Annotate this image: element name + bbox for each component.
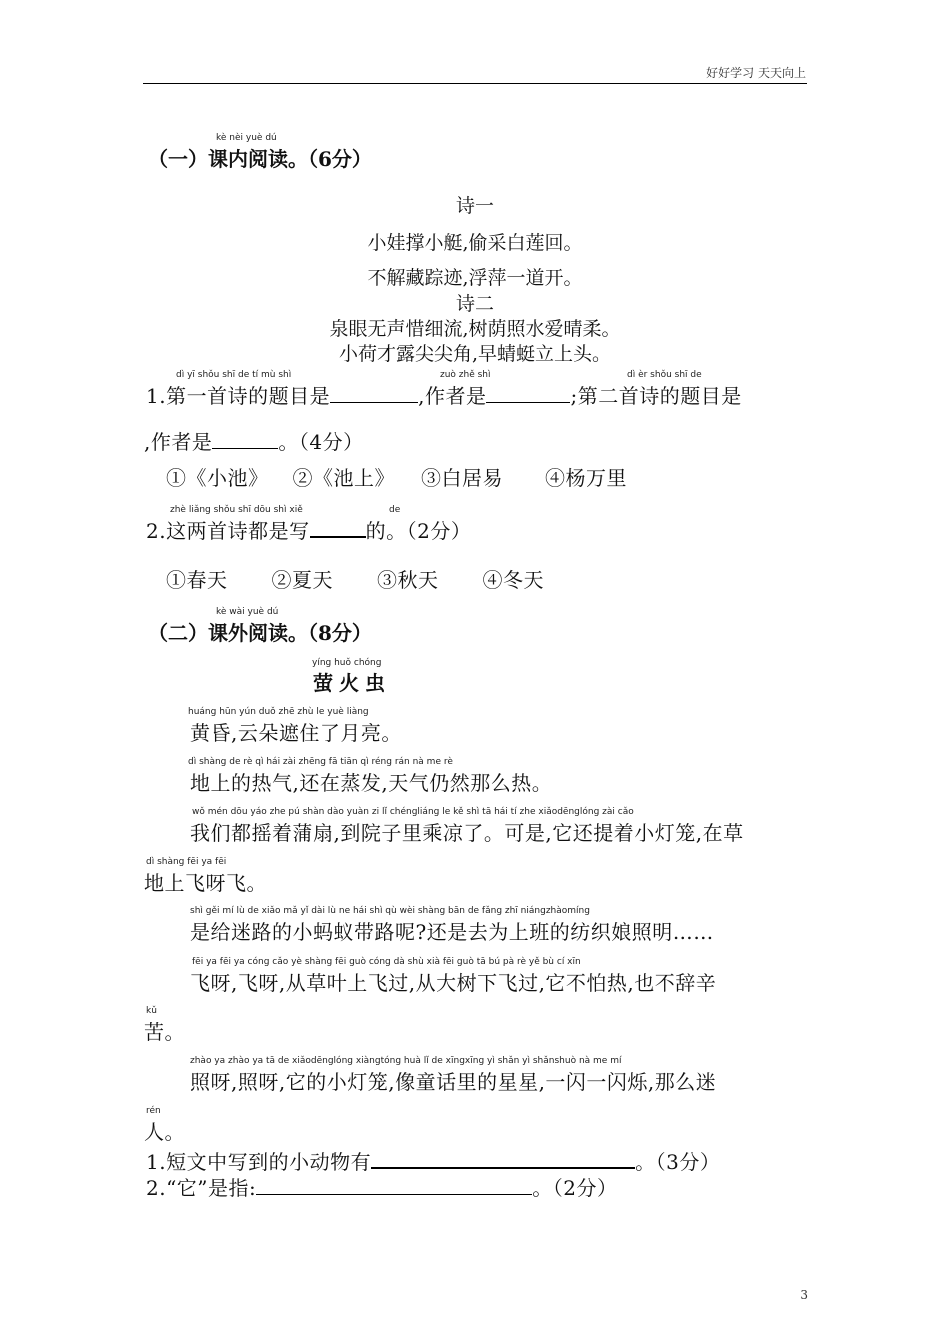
s2q2-part2: 。（2分） (532, 1176, 618, 1200)
q2-options (166, 564, 544, 593)
paragraph-line: 黄昏,云朵遮住了月亮。 (190, 721, 402, 745)
paragraph-line: 是给迷路的小蚂蚁带路呢?还是去为上班的纺织娘照明…… (190, 920, 714, 944)
poem2-line2: 小荷才露尖尖角,早蜻蜓立上头。 (338, 343, 612, 365)
q2-pinyin-b: de (389, 505, 401, 515)
q1-blank-author2[interactable] (212, 430, 278, 449)
paragraph-pinyin: fēi ya fēi ya cóng cǎo yè shàng fēi guò cóng dà shù xià fēi guò tā bú pà rè yě bù cí xīn (192, 957, 581, 967)
story-title-pinyin: yíng huǒ chóng (312, 658, 382, 668)
paragraph-line: 地上飞呀飞。 (144, 871, 267, 895)
section1-pinyin: kè nèi yuè dú (216, 133, 277, 143)
paragraph-pinyin: shì gěi mí lù de xiǎo mǎ yǐ dài lù ne hái shì qù wèi shàng bān de fǎng zhī niángzhàomíng (190, 906, 590, 916)
poem1-line2: 不解藏踪迹,浮萍一道开。 (367, 267, 583, 289)
q1-line2b: 。（4分） (278, 430, 364, 454)
q1-part2: ,作者是 (418, 384, 487, 408)
poem2-label: 诗二 (455, 293, 494, 315)
q2-option: ②夏天 (271, 568, 333, 592)
q1-blank-author1[interactable] (486, 384, 570, 403)
section2-pinyin: kè wài yuè dú (216, 607, 279, 617)
q2-option: ④冬天 (482, 568, 544, 592)
paragraph-line: 苦。 (144, 1020, 185, 1044)
q1-option: ①《小池》 (166, 466, 269, 490)
section1-title: （一）课内阅读。（6分） (148, 147, 372, 171)
poem1-line1: 小娃撑小艇,偷采白莲回。 (367, 232, 583, 254)
question-1-line (146, 380, 742, 409)
s2q1-part2: 。（3分） (635, 1150, 721, 1174)
question-1-line2 (144, 426, 364, 455)
q1-options (166, 462, 627, 491)
q1-blank-title1[interactable] (330, 384, 418, 403)
s2q2-blank[interactable] (256, 1176, 532, 1195)
paragraph-pinyin: zhào ya zhào ya tā de xiǎodēnglóng xiàngtóng huà lǐ de xīngxīng yì shǎn yì shǎnshuò nà me mí (190, 1056, 622, 1066)
paragraph-pinyin: huáng hūn yún duǒ zhē zhù le yuè liàng (188, 707, 369, 717)
question-2-line (146, 515, 471, 544)
paragraph-line: 照呀,照呀,它的小灯笼,像童话里的星星,一闪一闪烁,那么迷 (190, 1070, 717, 1094)
header-divider (143, 83, 807, 84)
paragraph-pinyin: dì shàng fēi ya fēi (146, 857, 227, 867)
q1-part3: ;第二首诗的题目是 (570, 384, 742, 408)
poem2-line1: 泉眼无声惜细流,树荫照水爱晴柔。 (329, 318, 621, 340)
paragraph-pinyin: dì shàng de rè qì hái zài zhēng fā tiān qì réng rán nà me rè (188, 757, 453, 767)
q2-part1: 2.这两首诗都是写 (146, 519, 310, 543)
q1-option: ②《池上》 (292, 466, 395, 490)
section2-question-1 (146, 1146, 720, 1175)
q2-option: ③秋天 (377, 568, 439, 592)
paragraph-pinyin: wǒ mén dōu yáo zhe pú shàn dào yuàn zi lǐ chéngliáng le kě shì tā hái tí zhe xiǎodēnglóng zài cǎo (192, 807, 634, 817)
q1-line2a: ,作者是 (144, 430, 213, 454)
q1-pinyin-b: zuò zhě shì (440, 370, 491, 380)
q2-option: ①春天 (166, 568, 228, 592)
q1-pinyin-c: dì èr shǒu shī de (627, 370, 702, 380)
q1-pinyin-a: dì yī shǒu shī de tí mù shì (176, 370, 292, 380)
paragraph-line: 飞呀,飞呀,从草叶上飞过,从大树下飞过,它不怕热,也不辞辛 (190, 971, 717, 995)
paragraph-pinyin: kǔ (146, 1006, 157, 1016)
story-title: 萤火虫 (313, 671, 391, 695)
section2-question-2 (146, 1172, 618, 1201)
q2-blank[interactable] (310, 518, 366, 538)
q2-pinyin-a: zhè liǎng shǒu shī dōu shì xiě (170, 505, 303, 515)
q2-part2: 的。（2分） (365, 519, 472, 543)
q1-part1: 1.第一首诗的题目是 (146, 384, 331, 408)
paragraph-pinyin: rén (146, 1106, 161, 1116)
q1-option: ③白居易 (421, 466, 503, 490)
poem1-label: 诗一 (455, 195, 494, 217)
s2q2-part1: 2.“它”是指: (146, 1176, 257, 1200)
paragraph-line: 地上的热气,还在蒸发,天气仍然那么热。 (190, 771, 553, 795)
page-number: 3 (800, 1288, 808, 1302)
header-text: 好好学习 天天向上 (706, 66, 806, 80)
paragraph-line: 我们都摇着蒲扇,到院子里乘凉了。可是,它还提着小灯笼,在草 (190, 821, 744, 845)
paragraph-line: 人。 (144, 1120, 185, 1144)
s2q1-part1: 1.短文中写到的小动物有 (146, 1150, 372, 1174)
q1-option: ④杨万里 (545, 466, 627, 490)
s2q1-blank[interactable] (371, 1149, 635, 1169)
section2-title: （二）课外阅读。（8分） (148, 621, 372, 645)
